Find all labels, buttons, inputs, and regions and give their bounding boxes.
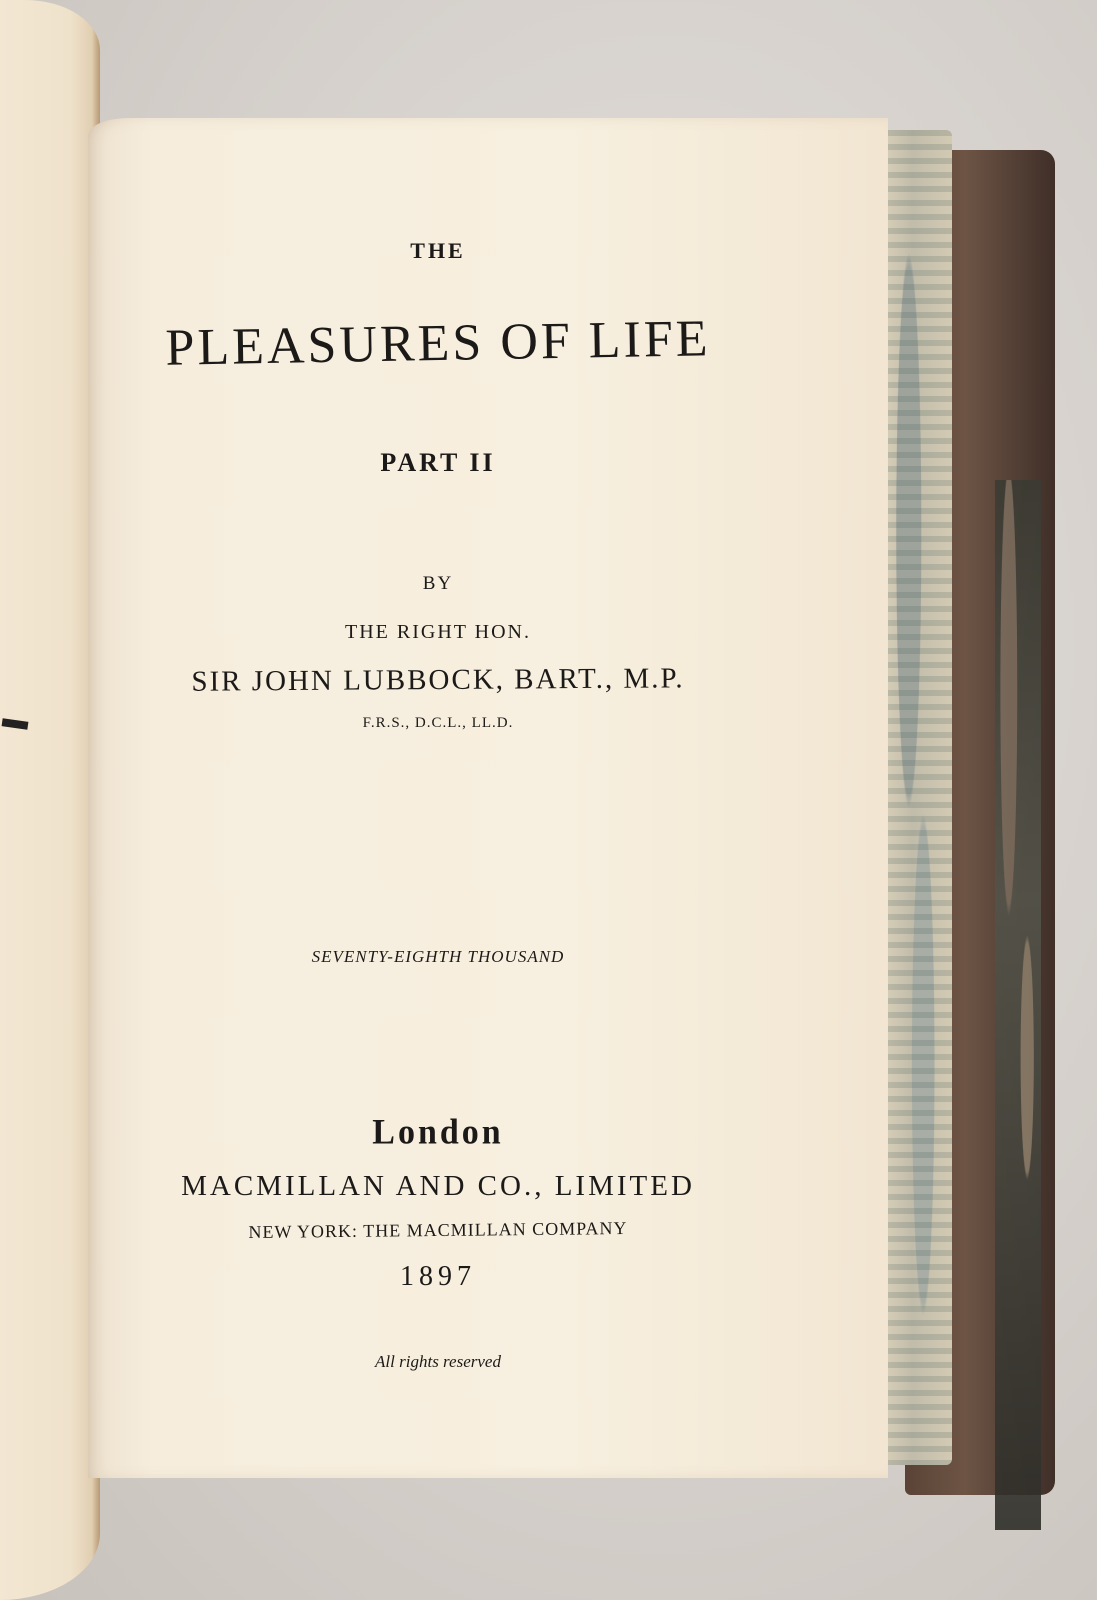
author-honorific: THE RIGHT HON. bbox=[345, 621, 531, 643]
marbled-fore-edge bbox=[880, 130, 952, 1465]
publication-city: London bbox=[372, 1113, 504, 1152]
title-article: THE bbox=[410, 238, 466, 263]
rights-statement: All rights reserved bbox=[375, 1352, 501, 1371]
title-page bbox=[88, 118, 888, 1478]
author-degrees: F.R.S., D.C.L., LL.D. bbox=[362, 715, 514, 731]
publication-year: 1897 bbox=[400, 1261, 476, 1292]
book-title: PLEASURES OF LIFE bbox=[164, 310, 711, 377]
by-line: BY bbox=[422, 573, 454, 594]
edition-statement: SEVENTY-EIGHTH THOUSAND bbox=[311, 947, 565, 966]
part-number: PART II bbox=[380, 448, 496, 477]
marbled-cover-strip bbox=[995, 480, 1041, 1530]
author-name: SIR JOHN LUBBOCK, BART., M.P. bbox=[191, 662, 685, 698]
publisher-name: MACMILLAN AND CO., LIMITED bbox=[181, 1170, 695, 1202]
left-page bbox=[0, 0, 100, 1600]
ink-mark bbox=[2, 718, 29, 730]
publisher-new-york: NEW YORK: THE MACMILLAN COMPANY bbox=[248, 1218, 628, 1242]
